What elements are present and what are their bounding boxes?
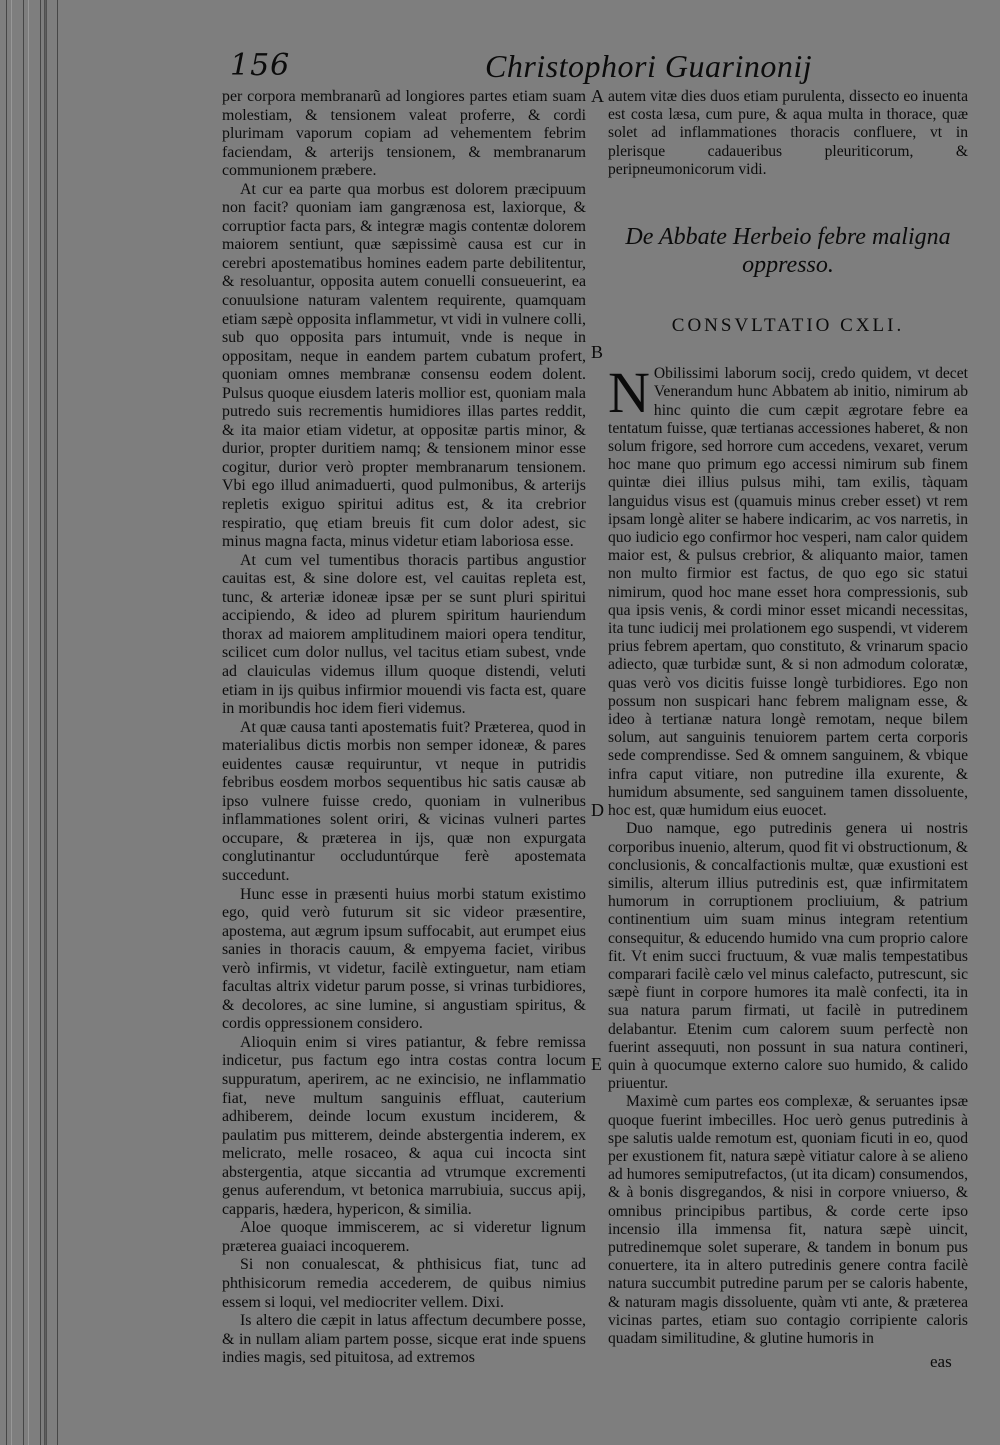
paragraph: Aloe quoque immiscerem, ac si videretur lignum præterea guaiaci incoquerem. bbox=[222, 1219, 586, 1255]
margin-letter-b: B bbox=[591, 342, 604, 362]
margin-letter-d: D bbox=[591, 800, 604, 820]
page-header bbox=[230, 48, 970, 88]
paragraph: At quæ causa tanti apostematis fuit? Præterea, quod in materialibus dictis morbis non semper idoneæ, & pares euidentes causæ requiruntur, vt neque in putridis febribus eosdem morbos sequentibus hic satis causæ ab ipso vulnere fuisse credo, quoniam in vulneribus inflammationes solent oriri, & vicinas vulneri partes occupare, & præterea in ijs, quæ non expurgata conglutinantur occluduntúrque ferè apostemata succedunt. bbox=[222, 718, 586, 884]
paragraph: Maximè cum partes eos complexæ, & seruantes ipsæ quoque fuerint imbecilles. Hoc uerò genus putredinis à spe salutis ualde remotum est, quoniam ficuti in eo, quod per exustionem fit, natura sæpè vitiatur calore à se alieno ad humores semiputrefactos, (ut ita dicam) consumendos, & à bonis disgregandos, & nisi in corpore vniuerso, & omnibus principibus partibus, & corde certe ipso incensio illa immensa fit, natura sæpè uincit, putredinemque solet superare, & tandem in bonum pus conuertere, ita in altero putredinis genere contra facilè natura succumbit putredine parum per se caloris habente, & naturam magis dissoluente, quàm vti ante, & præterea vicinas partes, etiam suo contagio corripiente caloris quadam similitudine, & glutine humoris in bbox=[608, 1093, 968, 1347]
paragraph: Hunc esse in præsenti huius morbi statum existimo ego, quid verò futurum sit sic videor præsentire, apostema, aut ægrum ipsum suffocabit, aut erumpet eius sanies in thoracis cauum, & empyema faciet, viribus verò infirmis, vt videtur, facilè extinguetur, nam etiam facultas altrix videtur parum posse, si vrinas turbidiores, & decolores, ac sine lumine, si angustiam spiritus, & cordis oppressionem considero. bbox=[222, 885, 586, 1033]
paragraph-with-dropcap bbox=[608, 360, 968, 820]
paragraph: Si non conualescat, & phthisicus fiat, tunc ad phthisicorum remedia accederem, de quibus nimius essem si loqui, vel mediocriter vellem. Dixi. bbox=[222, 1256, 586, 1311]
paragraph: per corpora membranarũ ad longiores partes etiam suam molestiam, & tensionem valeat proferre, & cordi plurimam vaporum copiam ad vehementem febrim faciendam, & arterijs tensionem, & membranarum communionem præbere. bbox=[222, 88, 586, 180]
consultation-heading: CONSVLTATIO CXLI. bbox=[671, 315, 905, 337]
paragraph: autem vitæ dies duos etiam purulenta, dissecto eo inuenta est costa læsa, cum pure, & aqua multa in thorace, quæ solet ad inflammationes thoracis confluere, vt in plerisque cadaueribus pleuriticorum, & peripneumonicorum vidi. bbox=[608, 88, 968, 178]
paragraph: At cur ea parte qua morbus est dolorem præcipuum non facit? quoniam iam gangrænosa est, laxiorque, & corruptior facta pars, & integræ magis contentæ dolorem maiorem sentiunt, quæ sæpissimè causa est cur in cerebri apostematibus homines eadem parte debilitentur, & resoluantur, opposita autem conuelli consueuerint, ea conuulsione naturam valentem requirente, quamquam etiam sæpè opposita inflammetur, vt vidi in vulnere colli, sub quo opposita pars intumuit, vnde is neque in oppositam, neque in eandem partem cubatum profert, quoniam omnes membranæ consensu eodem dolent. Pulsus quoque eiusdem lateris mollior est, quoniam mala putredo suis recrementis humidiores illas partes reddit, & ita maior etiam videtur, at oppositæ partis minor, & durior, propter duritiem namq; & tensionem minor esse cogitur, durior verò propter membranarum tensionem. Vbi ego illud animaduerti, quod pulmonibus, & arterijs repletis exiguo spiritui aditus est, & ita crebrior respiratio, quę etiam breuis fit cum dolor adest, sic minus magna facta, minus videtur etiam laboriosa esse. bbox=[222, 180, 586, 551]
margin-letter-e: E bbox=[591, 1054, 602, 1074]
page-gutter-shadow bbox=[0, 0, 60, 1445]
section-title bbox=[608, 223, 968, 279]
paragraph: At cum vel tumentibus thoracis partibus angustior cauitas est, & sine dolore est, vel cauitas repleta est, tunc, & arteriæ idoneæ ipsæ per se sunt pluri spiritui accipiendo, & ideo ad plurem spiritum hauriendum thorax ad maiorem amplitudinem maiori opera tenditur, scilicet cum dolor nullus, vel tacitus etiam subest, vnde ad clauiculas videmus illum quoque distendi, veluti etiam in ijs quibus infirmior mouendi vis facta est, quare in moribundis hoc idem fieri videmus. bbox=[222, 551, 586, 718]
left-column bbox=[222, 88, 586, 1368]
drop-cap: N bbox=[608, 360, 650, 426]
paragraph: Alioquin enim si vires patiantur, & febre remissa indicetur, pus factum ego intra costas contra locum suppuratum, aperirem, ac ne exincisio, ne inflammatio fiat, neve multum sanguinis effluat, cauterium adhiberem, deinde locum exustum inciderem, & paulatim pus mitterem, deinde abstergentia inderem, ex melicrato, melle rosaceo, & aqua cui incocta sint abstergentia, atque siccantia ad vtrumque excrementi genus auferendum, vt betonica marrubiuia, succus apij, capparis, hædera, hypericon, & similia. bbox=[222, 1033, 586, 1218]
paragraph: Is altero die cæpit in latus affectum decumbere posse, & in nullam aliam partem posse, sicque erat inde spuens indies magis, sed pituitosa, ad extremos bbox=[222, 1312, 586, 1367]
paragraph-text: Obilissimi laborum socij, credo quidem, vt decet Venerandum hunc Abbatem ab initio, nimirum ab hinc quinto die cum cæpit ægrotare febre ea tentatum fuisse, quæ tertianas accessiones haberet, & non solum frigore, sed horrore cum accedens, vexaret, verum hoc mane quo primum ego accessi nimirum sub finem quintæ diei illius pulsus mihi, tam exilis, tàquam languidus visus est (quamuis minus creber esset) vt rem ipsam longè aliter se habere indicarim, ac vos narretis, in quo iudicio ego confirmor hoc vesperi, nam calor quidem maior est, & pulsus crebrior, & aliquanto maior, tamen non multo firmior est factus, de quo ego sic statui nimirum, quod hoc mane esset hora compressionis, sub qua ipsis venis, & cordi minor esset micandi necessitas, ita tunc iudicij mei prolationem ego suspendi, vt viderem prius febrem apertam, quo constituto, & vrinarum spacio adiecto, quæ turbidæ sunt, & si non admodum coloratæ, quas verò vos dicitis fuisse longè turbidiores. Ego non possum non suspicari hanc febrem malignam esse, & ideo à tertianæ natura longè remotam, neque bilem solum, aut sanguinis tenuiorem partem certa corporis sede comprendisse. Sed & omnem sanguinem, & vbique infra caput vitiare, non putredine illa exurente, & humidum absumente, sed sanguinem tamen dissoluente, hoc est, quæ humidum eius euocet. bbox=[608, 365, 968, 820]
margin-letter-a: A bbox=[591, 86, 604, 106]
running-title: Christophori Guarinonij bbox=[485, 48, 813, 84]
page-number: 156 bbox=[230, 48, 291, 83]
section-title-line-1: De Abbate Herbeio febre maligna bbox=[625, 224, 951, 251]
catchword: eas bbox=[930, 1352, 952, 1371]
section-title-line-2: oppresso. bbox=[742, 252, 834, 279]
paragraph: Duo namque, ego putredinis genera ui nostris corporibus inuenio, alterum, quod fit vi obstructionum, & conclusionis, & concalfactionis multæ, quæ exustioni est similis, alterum illius putredinis est, quæ infirmitatem humorum in corruptionem procliuium, & patrium continentium uim suam minus integram retentium consequitur, & educendo humido vna cum proprio calore fit. Vt enim succi fructuum, & vuæ malis tempestatibus comparari facilè cælo vel minus calefacto, putrescunt, sic sæpè fiunt in corpore humores ita malè confecti, ita in sua natura parum firmati, ut facilè in putredinem delabantur. Etenim cum calorem suum perfectè non fuerint assequuti, non possunt in sua natura contineri, quin à quocumque externo calore suo humido, & calido priuentur. bbox=[608, 820, 968, 1093]
right-column bbox=[608, 88, 968, 1348]
